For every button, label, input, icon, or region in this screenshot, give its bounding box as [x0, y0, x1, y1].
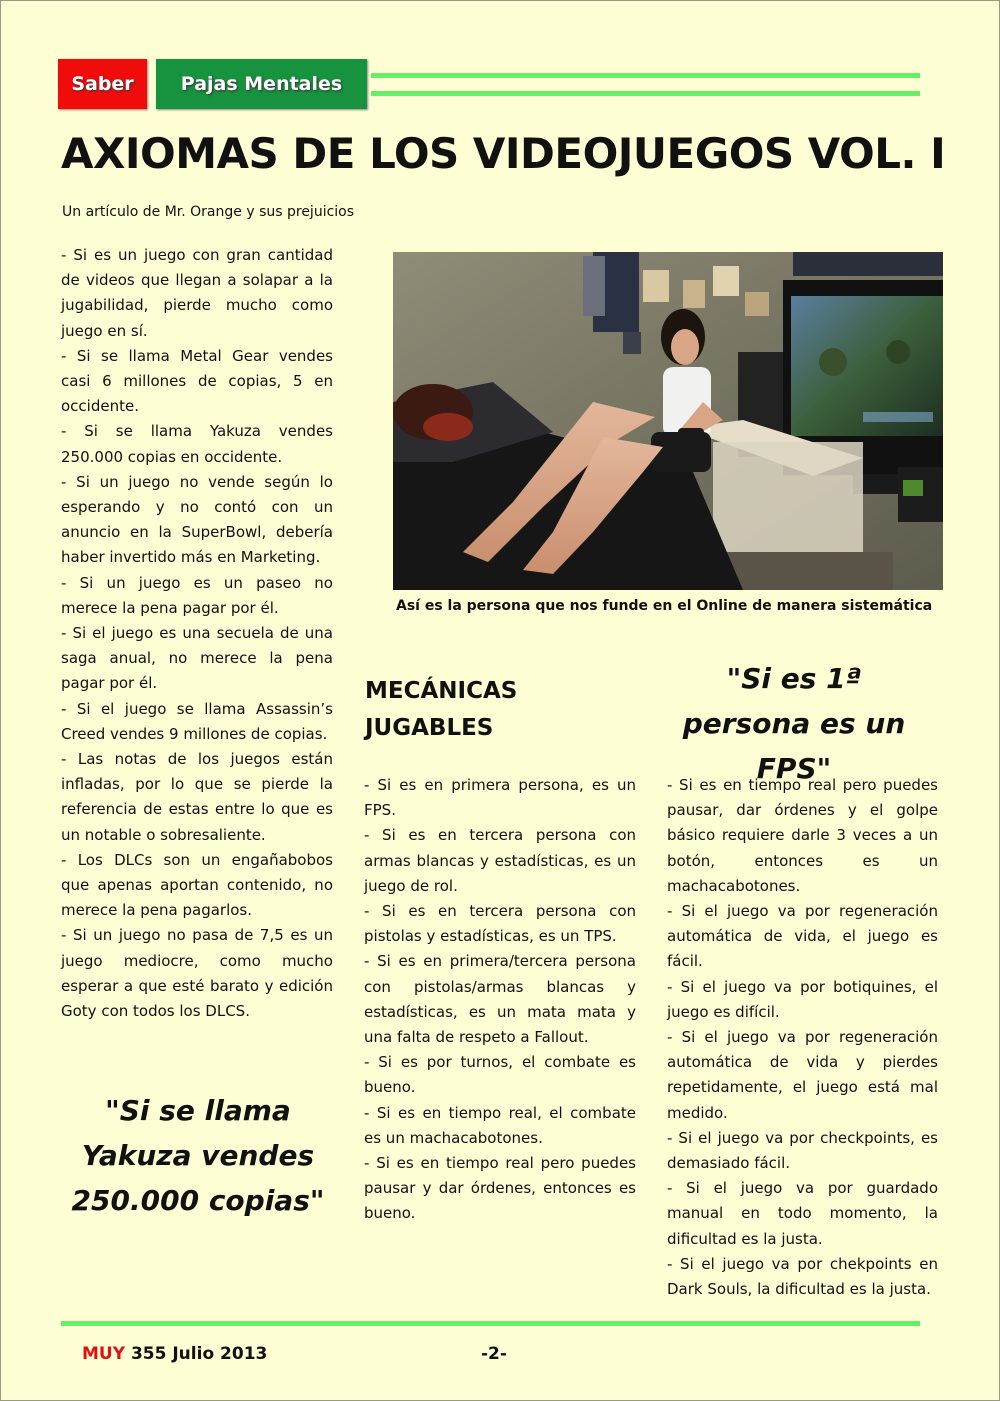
article-title: AXIOMAS DE LOS VIDEOJUEGOS VOL. I	[61, 129, 946, 178]
axiom-paragraph: - Los DLCs son un engañabobos que apenas aportan contenido, no merece la pena pagarlos.	[61, 850, 333, 920]
mechanics-paragraph: - Si es en tercera persona con armas blancas y estadísticas, es un juego de rol.	[364, 826, 636, 895]
axiom-paragraph: - Si el juego se llama Assassin’s Creed vendes 9 millones de copias.	[61, 699, 333, 743]
axiom-paragraph: - Si se llama Metal Gear vendes casi 6 millones de copias, 5 en occidente.	[61, 346, 333, 416]
section-tag-label: Pajas Mentales	[180, 73, 343, 95]
section-tag-saber	[58, 59, 147, 109]
article-photo	[393, 252, 943, 590]
axiom-paragraph: - Las notas de los juegos están infladas, por lo que se pierde la referencia de estas entre lo que es un notable o sobresaliente.	[61, 750, 333, 844]
pull-quote-left: "Si se llama Yakuza vendes 250.000 copias"	[71, 1094, 325, 1217]
footer-issue: 355 Julio 2013	[130, 1344, 268, 1364]
right-column	[667, 773, 938, 1302]
mechanics-paragraph: - Si el juego va por regeneración automática de vida y pierdes repetidamente, el juego está mal medido.	[667, 1028, 938, 1122]
mechanics-paragraph: - Si es en tiempo real pero puedes pausar, dar órdenes y el golpe básico requiere darle 3 veces a un botón, entonces es un machacabotones.	[667, 776, 938, 895]
mechanics-paragraph: - Si el juego va por guardado manual en todo momento, la dificultad es la justa.	[667, 1179, 938, 1248]
axiom-paragraph: - Si es un juego con gran cantidad de videos que llegan a solapar a la jugabilidad, pierde mucho como juego en sí.	[61, 246, 333, 340]
footer-rule	[61, 1321, 920, 1326]
mechanics-paragraph: - Si el juego va por chekpoints en Dark Souls, la dificultad es la justa.	[667, 1254, 938, 1299]
mechanics-paragraph: - Si es en primera/tercera persona con pistolas/armas blancas y estadísticas, es un mata mata y una falta de respeto a Fallout.	[364, 952, 636, 1047]
photo-illustration	[393, 252, 943, 590]
middle-column	[364, 773, 636, 1227]
photo-caption: Así es la persona que nos funde en el Online de manera sistemática	[396, 598, 933, 614]
section-subheading: MECÁNICAS JUGABLES	[365, 678, 518, 741]
footer-brand: MUY	[82, 1344, 126, 1364]
mechanics-paragraph: - Si el juego va por botiquines, el juego es difícil.	[667, 977, 938, 1021]
mechanics-paragraph: - Si es en tiempo real, el combate es un machacabotones.	[364, 1103, 636, 1147]
mechanics-paragraph: - Si es por turnos, el combate es bueno.	[364, 1053, 636, 1097]
header-rule-bottom	[371, 91, 920, 96]
left-column	[61, 243, 333, 1024]
axiom-paragraph: - Si un juego no vende según lo esperando y no contó con un anuncio en la SuperBowl, debería haber invertido más en Marketing.	[61, 472, 333, 567]
axiom-paragraph: - Si se llama Yakuza vendes 250.000 copias en occidente.	[61, 422, 333, 466]
footer-issue-info	[82, 1344, 267, 1364]
axiom-paragraph: - Si un juego es un paseo no merece la pena pagar por él.	[61, 573, 333, 617]
header-rule-top	[371, 73, 920, 78]
axiom-paragraph: - Si un juego no pasa de 7,5 es un juego mediocre, como mucho esperar a que esté barato y edición Goty con todos los DLCS.	[61, 926, 333, 1021]
mechanics-paragraph: - Si es en tercera persona con pistolas y estadísticas, es un TPS.	[364, 902, 636, 946]
mechanics-paragraph: - Si el juego va por checkpoints, es demasiado fácil.	[667, 1128, 938, 1173]
mechanics-paragraph: - Si es en tiempo real pero puedes pausar y dar órdenes, entonces es bueno.	[364, 1154, 636, 1223]
axiom-paragraph: - Si el juego es una secuela de una saga anual, no merece la pena pagar por él.	[61, 624, 333, 693]
section-tag-saber-label: Saber	[71, 73, 134, 95]
mechanics-paragraph: - Si el juego va por regeneración automática de vida, el juego es fácil.	[667, 902, 938, 971]
pull-quote-right: "Si es 1ª persona es un FPS"	[682, 662, 906, 785]
section-tag-pajas-mentales	[156, 59, 367, 109]
article-byline: Un artículo de Mr. Orange y sus prejuicios	[62, 204, 355, 220]
mechanics-paragraph: - Si es en primera persona, es un FPS.	[364, 776, 636, 820]
page-number: -2-	[481, 1344, 507, 1364]
